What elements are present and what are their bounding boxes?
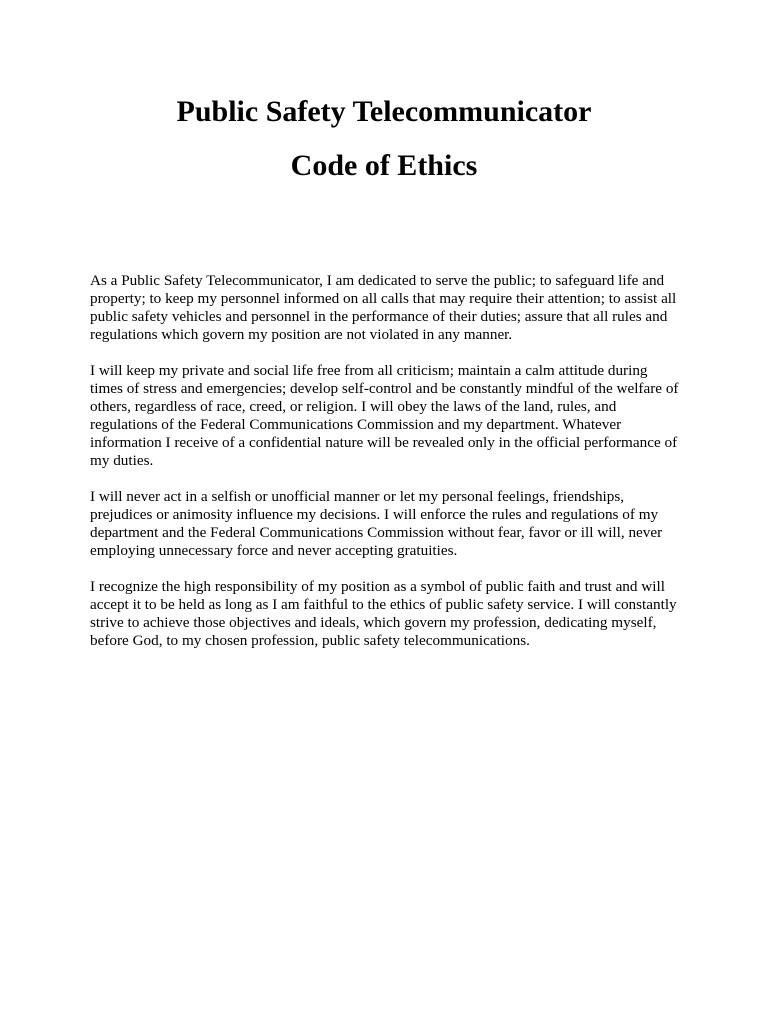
document-title: Public Safety Telecommunicator [176,95,592,128]
paragraph-dedication: As a Public Safety Telecommunicator, I am dedicated to serve the public; to safeguard life and property; to keep my personnel informed on all calls that may require their attention; to assist all public safety vehicles and personnel in the performance of their duties; assure that all rules and regulations which govern my position are not violated in any manner. [90,272,677,343]
document-body [90,272,680,668]
paragraph-impartiality: I will never act in a selfish or unofficial manner or let my personal feelings, friendships, prejudices or animosity influence my decisions. I will enforce the rules and regulations of my department and the Federal Communications Commission without fear, favor or ill will, never employing unnecessary force and never accepting gratuities. [90,488,663,559]
paragraph-conduct: I will keep my private and social life free from all criticism; maintain a calm attitude during times of stress and emergencies; develop self-control and be constantly mindful of the welfare of others, regardless of race, creed, or religion. I will obey the laws of the land, rules, and regulations of the Federal Communications Commission and my department. Whatever information I receive of a confidential nature will be revealed only in the official performance of my duties. [90,362,679,469]
paragraph-responsibility: I recognize the high responsibility of my position as a symbol of public faith and trust and will accept it to be held as long as I am faithful to the ethics of public safety service. I will constantly strive to achieve those objectives and ideals, which govern my profession, dedicating myself, before God, to my chosen profession, public safety telecommunications. [90,578,677,649]
document-subtitle: Code of Ethics [290,149,478,182]
